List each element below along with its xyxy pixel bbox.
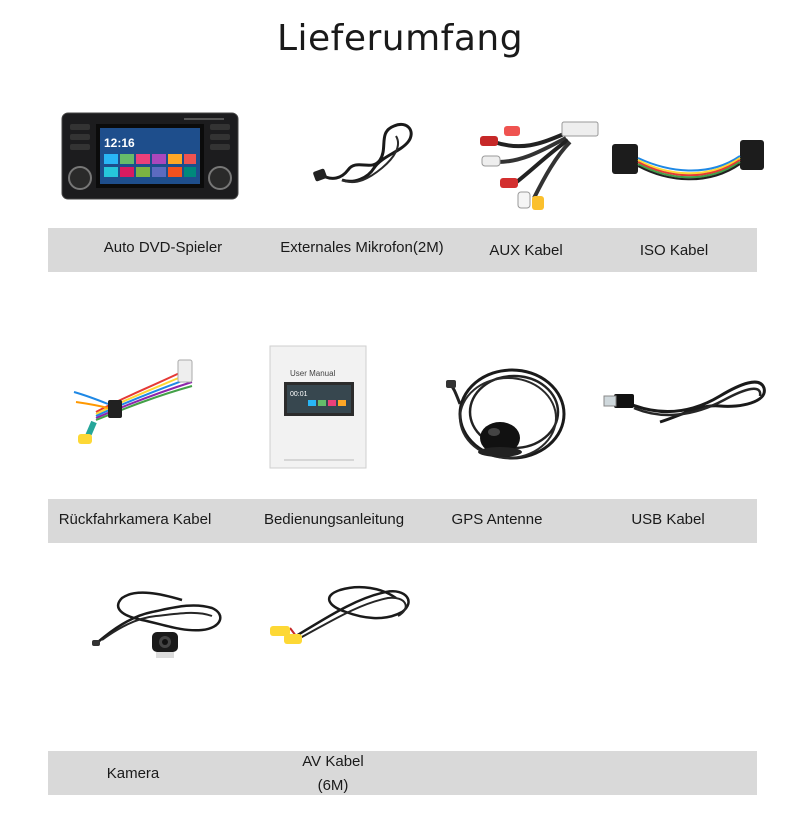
item-label-av-cable: AV Kabel — [302, 753, 364, 770]
rear-camera-cable-image — [68, 352, 198, 452]
user-manual-image — [268, 344, 370, 470]
item-label-dvd-player: Auto DVD-Spieler — [103, 239, 223, 256]
item-label-user-manual: Bedienungsanleitung — [263, 511, 405, 528]
item-label-microphone: Externales Mikrofon(2M) — [280, 239, 444, 256]
item-label-iso-cable: ISO Kabel — [639, 242, 709, 259]
item-label-camera: Kamera — [106, 765, 160, 782]
manual-cover-title: User Manual — [290, 369, 336, 378]
camera-image — [92, 584, 228, 668]
item-label-rear-camera-cable: Rückfahrkamera Kabel — [58, 511, 212, 528]
usb-cable-image — [600, 366, 770, 436]
dvd-player-image — [60, 110, 240, 202]
page-title: Lieferumfang — [276, 18, 524, 59]
item-label-aux-cable: AUX Kabel — [489, 242, 563, 259]
item-label-av-cable-length: (6M) — [317, 777, 349, 794]
gps-antenna-image — [446, 358, 570, 472]
device-time: 12:16 — [104, 136, 135, 150]
microphone-image — [312, 112, 424, 192]
aux-cable-image — [474, 112, 604, 212]
iso-cable-image — [608, 132, 770, 192]
item-label-usb-cable: USB Kabel — [631, 511, 705, 528]
item-label-gps-antenna: GPS Antenne — [451, 511, 543, 528]
av-cable-image — [266, 578, 418, 656]
manual-screen-time: 00:01 — [290, 391, 308, 398]
